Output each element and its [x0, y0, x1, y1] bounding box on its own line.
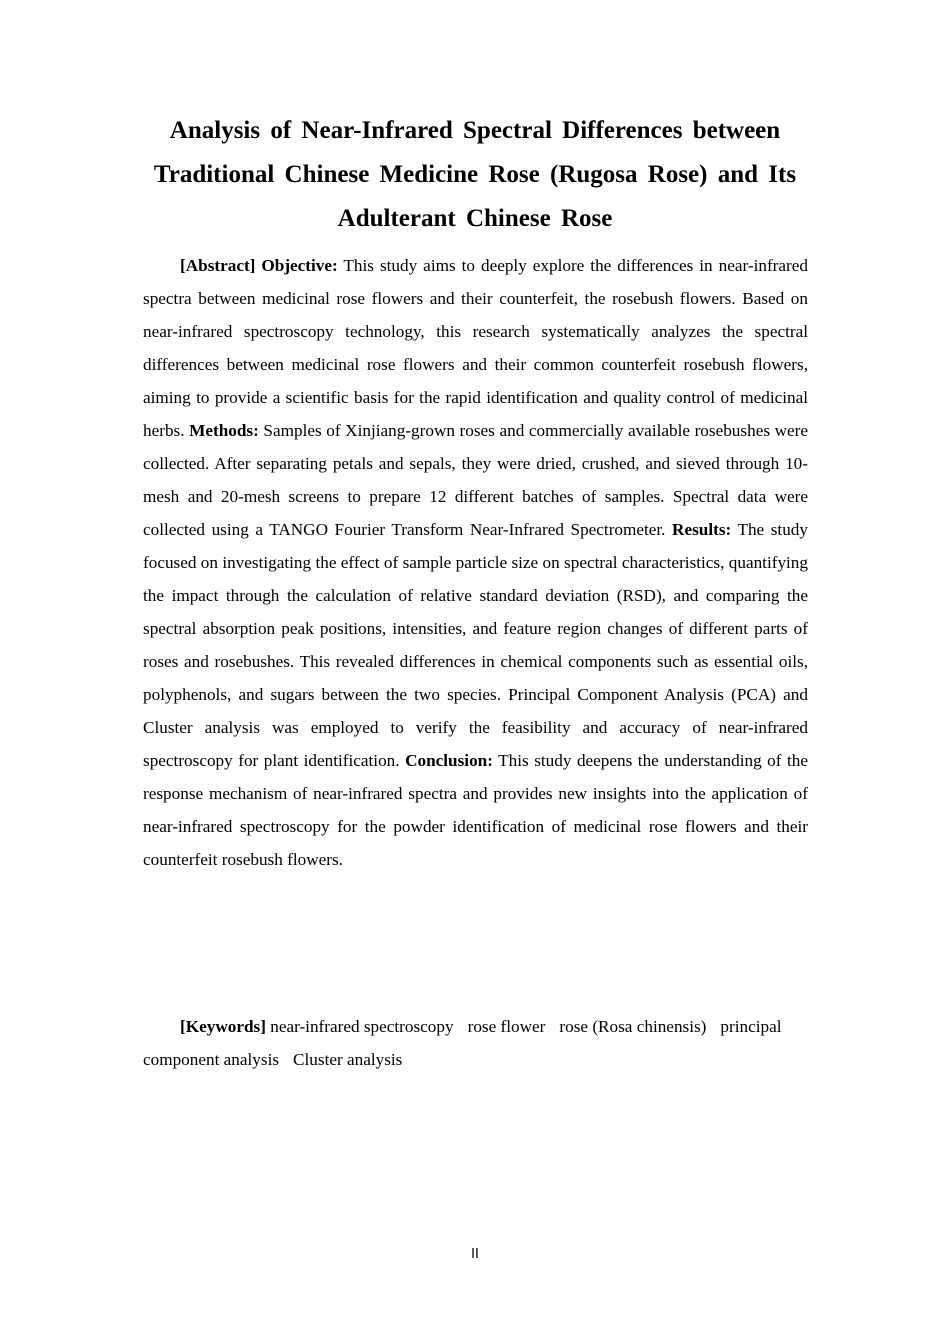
objective-label: Objective:: [261, 256, 338, 275]
methods-text: Samples of Xinjiang-grown roses and commercially available rosebushes were collected. After separating petals and sepals, they were dried, crushed, and sieved through 10-mesh and 20-mesh screens to prepare 12 different batches of samples. Spectral data were collected using a TANGO Fourier Transform Near-Infrared Spectrometer.: [143, 421, 808, 539]
page-number: II: [471, 1247, 479, 1262]
keyword-item: rose (Rosa chinensis): [559, 1017, 707, 1036]
keyword-item: principal component analysis: [143, 1017, 782, 1069]
results-text: The study focused on investigating the effect of sample particle size on spectral characteristics, quantifying the impact through the calculation of relative standard deviation (RSD), and comparing the spectral absorption peak positions, intensities, and feature region changes of different parts of roses and rosebushes. This revealed differences in chemical components such as essential oils, polyphenols, and sugars between the two species. Principal Component Analysis (PCA) and Cluster analysis was employed to verify the feasibility and accuracy of near-infrared spectroscopy for plant identification.: [143, 520, 808, 770]
keywords-label: [Keywords]: [180, 1017, 266, 1036]
abstract-paragraph: [143, 249, 808, 876]
paper-title: Analysis of Near-Infrared Spectral Differences between Traditional Chinese Medicine Rose (Rugosa Rose) and Its Adulterant Chinese Rose: [153, 117, 797, 232]
abstract-label: [Abstract]: [180, 256, 256, 275]
keyword-item: near-infrared spectroscopy: [270, 1017, 454, 1036]
keyword-item: Cluster analysis: [293, 1050, 403, 1069]
objective-text: This study aims to deeply explore the differences in near-infrared spectra between medicinal rose flowers and their counterfeit, the rosebush flowers. Based on near-infrared spectroscopy technology, this research systematically analyzes the spectral differences between medicinal rose flowers and their common counterfeit rosebush flowers, aiming to provide a scientific basis for the rapid identification and quality control of medicinal herbs.: [143, 256, 808, 440]
methods-label: Methods:: [189, 421, 259, 440]
keyword-item: rose flower: [467, 1017, 546, 1036]
conclusion-text: This study deepens the understanding of the response mechanism of near-infrared spectra and provides new insights into the application of near-infrared spectroscopy for the powder identification of medicinal rose flowers and their counterfeit rosebush flowers.: [143, 751, 808, 869]
keywords-paragraph: [143, 1010, 808, 1076]
conclusion-label: Conclusion:: [405, 751, 493, 770]
results-label: Results:: [672, 520, 732, 539]
